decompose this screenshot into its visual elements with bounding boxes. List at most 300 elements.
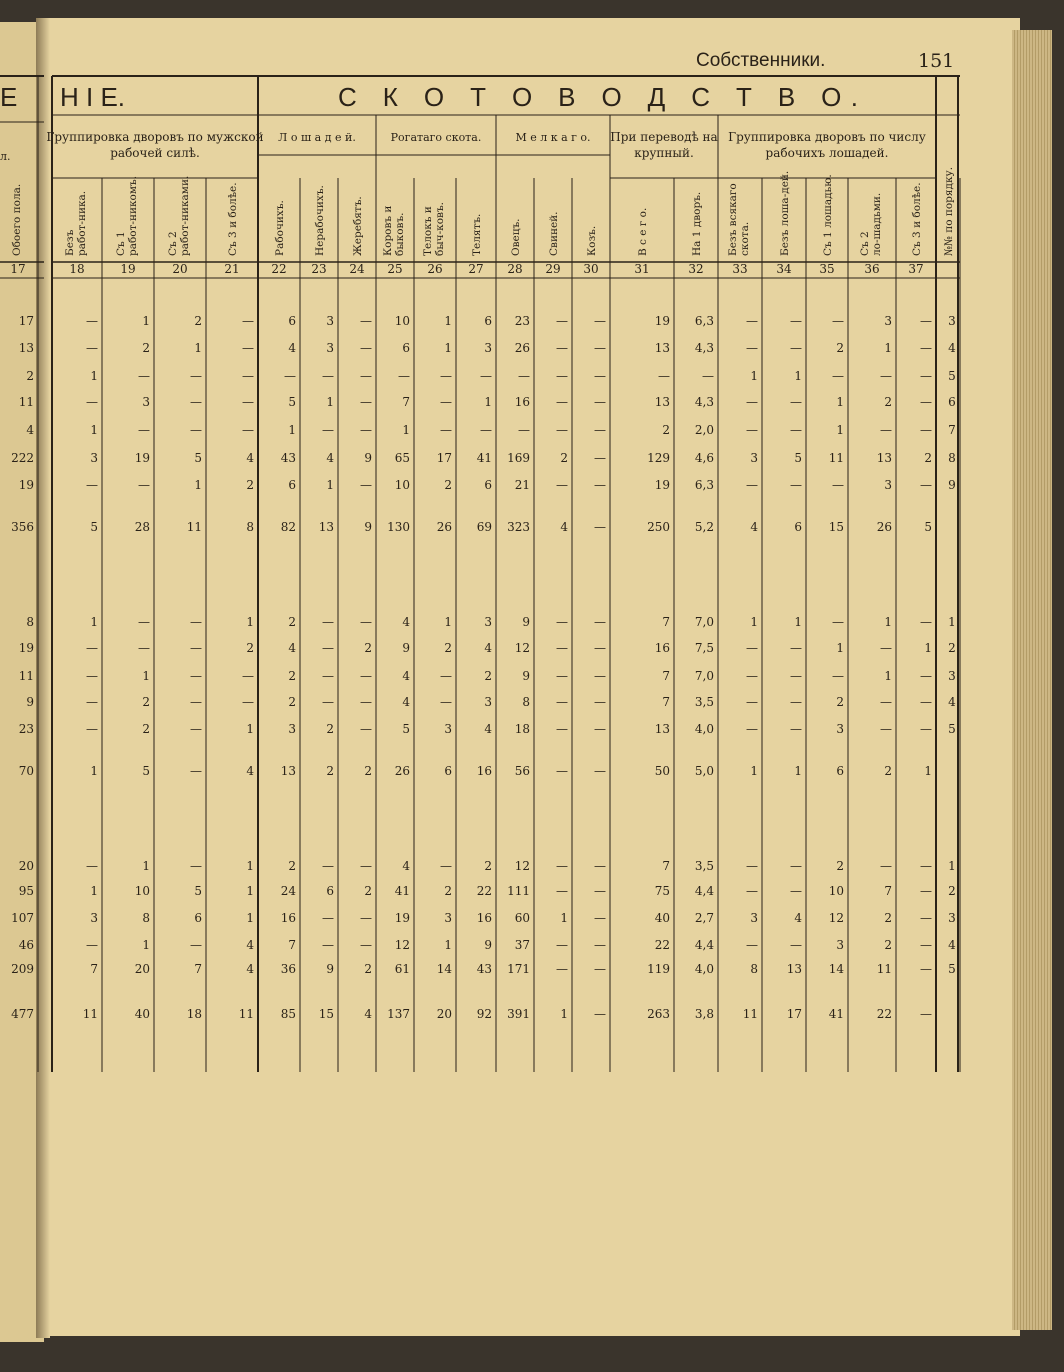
table-cell: —: [790, 695, 802, 709]
table-cell: 263: [647, 1007, 670, 1021]
table-cell: 6: [194, 911, 202, 925]
row-left-value: 356: [11, 520, 34, 534]
table-cell: 18: [514, 722, 530, 736]
table-cell: —: [556, 764, 568, 778]
table-cell: 6: [402, 341, 410, 355]
table-cell: —: [190, 395, 202, 409]
table-cell: 12: [828, 911, 844, 925]
table-cell: —: [594, 884, 606, 898]
table-cell: 60: [514, 911, 530, 925]
table-cell: 6: [444, 764, 452, 778]
table-cell: 3: [444, 722, 452, 736]
table-cell: 4: [948, 695, 956, 709]
table-cell: —: [242, 314, 254, 328]
table-cell: —: [322, 669, 334, 683]
table-cell: —: [880, 722, 892, 736]
column-label: быковъ.: [394, 212, 406, 256]
table-cell: 19: [654, 478, 670, 492]
table-cell: —: [832, 369, 844, 383]
table-cell: —: [86, 859, 98, 873]
table-cell: 7: [90, 962, 98, 976]
table-cell: 5: [924, 520, 932, 534]
table-cell: 9: [522, 669, 530, 683]
table-cell: 1: [90, 423, 98, 437]
table-cell: —: [322, 938, 334, 952]
table-cell: 2: [246, 478, 254, 492]
table-cell: —: [556, 478, 568, 492]
table-cell: 11: [186, 520, 202, 534]
table-cell: 1: [560, 911, 568, 925]
table-cell: 3: [750, 911, 758, 925]
table-cell: —: [360, 423, 372, 437]
group-header-workers: Группировка дворовъ по мужской: [46, 130, 264, 144]
table-cell: —: [360, 369, 372, 383]
table-cell: 391: [507, 1007, 530, 1021]
table-cell: 14: [436, 962, 452, 976]
table-cell: 17: [436, 451, 452, 465]
table-cell: —: [594, 764, 606, 778]
table-cell: 6: [484, 478, 492, 492]
column-number: 32: [688, 262, 704, 276]
table-cell: 6: [836, 764, 844, 778]
column-number: 22: [271, 262, 287, 276]
table-cell: —: [518, 369, 530, 383]
table-cell: 9: [484, 938, 492, 952]
table-cell: —: [594, 478, 606, 492]
table-cell: 13: [876, 451, 892, 465]
table-cell: —: [138, 369, 150, 383]
section-title-main: С К О Т О В О Д С Т В О.: [338, 82, 858, 112]
column-label: Телокъ и: [422, 206, 434, 256]
row-left-value: 19: [18, 641, 34, 655]
table-cell: 1: [484, 395, 492, 409]
table-cell: —: [790, 938, 802, 952]
table-cell: —: [880, 641, 892, 655]
table-cell: 1: [142, 859, 150, 873]
table-cell: 22: [876, 1007, 892, 1021]
column-number: 35: [819, 262, 835, 276]
column-label: ло-шадьми.: [871, 192, 883, 256]
table-cell: —: [920, 669, 932, 683]
table-cell: 2,0: [694, 423, 714, 437]
table-cell: —: [86, 938, 98, 952]
table-cell: 111: [507, 884, 530, 898]
table-cell: —: [360, 395, 372, 409]
table-cell: —: [594, 641, 606, 655]
table-cell: —: [594, 859, 606, 873]
table-cell: —: [398, 369, 410, 383]
table-cell: 20: [436, 1007, 452, 1021]
table-cell: —: [190, 641, 202, 655]
table-cell: —: [880, 859, 892, 873]
table-cell: 2: [142, 722, 150, 736]
row-left-value: 20: [18, 859, 34, 873]
left-column-label: Обоего пола.: [11, 183, 23, 256]
table-cell: 3: [836, 722, 844, 736]
table-cell: —: [790, 669, 802, 683]
table-cell: 12: [514, 641, 530, 655]
table-cell: —: [880, 369, 892, 383]
table-cell: —: [190, 369, 202, 383]
table-cell: 69: [476, 520, 492, 534]
table-cell: —: [790, 641, 802, 655]
table-cell: —: [360, 938, 372, 952]
row-left-value: 19: [18, 478, 34, 492]
table-cell: —: [556, 369, 568, 383]
table-cell: 26: [394, 764, 410, 778]
row-left-value: 222: [11, 451, 34, 465]
table-cell: 2: [288, 669, 296, 683]
left-column-number: 17: [10, 262, 26, 276]
table-cell: 7,5: [694, 641, 714, 655]
table-cell: 1: [142, 314, 150, 328]
table-cell: 22: [654, 938, 670, 952]
table-cell: —: [594, 369, 606, 383]
table-cell: 1: [884, 341, 892, 355]
table-cell: 2: [288, 859, 296, 873]
table-cell: 2: [142, 341, 150, 355]
table-cell: —: [790, 478, 802, 492]
table-cell: 75: [654, 884, 670, 898]
column-label: Съ 2: [167, 231, 179, 256]
table-cell: —: [746, 938, 758, 952]
table-cell: 2: [444, 478, 452, 492]
table-cell: 3: [484, 615, 492, 629]
table-cell: 1: [90, 764, 98, 778]
table-cell: —: [594, 451, 606, 465]
table-cell: 1: [948, 615, 956, 629]
table-cell: —: [920, 314, 932, 328]
table-cell: —: [86, 722, 98, 736]
table-cell: 16: [514, 395, 530, 409]
table-cell: —: [746, 341, 758, 355]
row-left-value: 46: [18, 938, 34, 952]
table-cell: 61: [394, 962, 410, 976]
table-cell: —: [322, 911, 334, 925]
column-label: Телятъ.: [471, 213, 483, 256]
table-cell: 3,5: [694, 695, 714, 709]
table-cell: 6,3: [694, 478, 714, 492]
table-cell: 11: [742, 1007, 758, 1021]
table-cell: —: [790, 395, 802, 409]
table-cell: 3: [444, 911, 452, 925]
table-cell: 3: [948, 669, 956, 683]
column-number: 24: [349, 262, 365, 276]
table-cell: —: [556, 695, 568, 709]
table-cell: 65: [394, 451, 410, 465]
table-cell: 6: [288, 478, 296, 492]
group-header-horses: Л о ш а д е й.: [278, 131, 356, 144]
table-cell: —: [322, 615, 334, 629]
table-cell: 2: [444, 884, 452, 898]
table-cell: —: [920, 369, 932, 383]
table-cell: 82: [280, 520, 296, 534]
table-cell: 11: [876, 962, 892, 976]
table-cell: —: [480, 423, 492, 437]
table-cell: —: [594, 395, 606, 409]
table-cell: —: [322, 423, 334, 437]
table-cell: 2: [884, 911, 892, 925]
group-header-workers: рабочей силѣ.: [110, 146, 200, 160]
table-cell: 5: [948, 962, 956, 976]
table-cell: —: [322, 369, 334, 383]
table-cell: 5: [402, 722, 410, 736]
table-cell: 12: [514, 859, 530, 873]
row-left-value: 107: [11, 911, 34, 925]
table-cell: 3: [90, 911, 98, 925]
column-label: Рабочихъ.: [274, 200, 286, 256]
column-number: 28: [507, 262, 523, 276]
table-cell: 16: [476, 764, 492, 778]
table-cell: 4: [948, 341, 956, 355]
table-cell: —: [480, 369, 492, 383]
table-cell: 3: [750, 451, 758, 465]
table-cell: —: [832, 615, 844, 629]
table-cell: —: [746, 669, 758, 683]
table-cell: —: [790, 341, 802, 355]
table-cell: —: [138, 641, 150, 655]
table-cell: 28: [134, 520, 150, 534]
row-left-value: 70: [18, 764, 34, 778]
row-left-value: 2: [26, 369, 34, 383]
row-left-value: 8: [26, 615, 34, 629]
table-cell: 5: [194, 451, 202, 465]
table-cell: 2: [836, 695, 844, 709]
table-cell: 4,4: [694, 938, 714, 952]
column-label: скота.: [739, 221, 751, 256]
table-cell: 2: [884, 395, 892, 409]
table-cell: 4: [288, 641, 296, 655]
table-cell: 16: [476, 911, 492, 925]
column-number: 26: [427, 262, 443, 276]
column-label: работ-никомъ.: [127, 175, 139, 256]
column-label: Коровъ и: [382, 205, 394, 256]
table-cell: 5: [90, 520, 98, 534]
table-cell: 3: [836, 938, 844, 952]
table-cell: —: [440, 423, 452, 437]
table-cell: 41: [394, 884, 410, 898]
table-cell: —: [658, 369, 670, 383]
table-cell: 1: [142, 669, 150, 683]
table-cell: 2: [288, 615, 296, 629]
table-cell: —: [920, 722, 932, 736]
table-cell: 18: [186, 1007, 202, 1021]
left-subheader-fragment: л.: [0, 150, 11, 163]
column-number: 31: [634, 262, 650, 276]
row-left-value: 11: [18, 669, 34, 683]
table-cell: 1: [794, 764, 802, 778]
column-label: №№ по порядку.: [943, 166, 955, 256]
row-left-value: 477: [11, 1007, 34, 1021]
column-label: Козъ.: [586, 225, 598, 256]
column-number: 34: [776, 262, 792, 276]
table-cell: 6: [948, 395, 956, 409]
table-cell: —: [594, 938, 606, 952]
table-cell: —: [556, 341, 568, 355]
table-cell: —: [594, 314, 606, 328]
table-cell: —: [790, 314, 802, 328]
table-cell: 4: [794, 911, 802, 925]
table-cell: —: [556, 641, 568, 655]
table-cell: 4: [364, 1007, 372, 1021]
group-header-small: М е л к а г о.: [515, 131, 591, 144]
table-cell: 8: [142, 911, 150, 925]
column-label: Безъ: [64, 229, 76, 256]
table-cell: 2: [836, 341, 844, 355]
table-cell: 3: [948, 911, 956, 925]
table-cell: 2: [948, 641, 956, 655]
table-cell: —: [594, 341, 606, 355]
table-cell: —: [360, 695, 372, 709]
table-cell: 119: [647, 962, 670, 976]
column-label: Съ 3 и болѣе.: [227, 182, 239, 256]
table-cell: 4,6: [694, 451, 714, 465]
table-cell: 3: [948, 314, 956, 328]
column-number: 33: [732, 262, 748, 276]
table-cell: 4: [246, 764, 254, 778]
table-cell: —: [790, 884, 802, 898]
column-label: В с е г о.: [637, 207, 649, 256]
table-cell: 2: [484, 859, 492, 873]
group-header-horsegroups: Группировка дворовъ по числу: [728, 130, 926, 144]
table-cell: 13: [654, 395, 670, 409]
table-cell: 7,0: [694, 669, 714, 683]
table-cell: 7,0: [694, 615, 714, 629]
column-label: На 1 дворъ.: [691, 191, 703, 256]
table-cell: 1: [750, 764, 758, 778]
table-cell: —: [746, 884, 758, 898]
table-cell: —: [832, 478, 844, 492]
table-cell: —: [920, 859, 932, 873]
table-cell: —: [322, 859, 334, 873]
table-cell: 2: [836, 859, 844, 873]
table-cell: 5: [288, 395, 296, 409]
table-cell: 8: [948, 451, 956, 465]
table-cell: —: [880, 423, 892, 437]
table-cell: 1: [924, 764, 932, 778]
table-cell: 7: [662, 695, 670, 709]
table-cell: 7: [662, 669, 670, 683]
table-cell: 1: [288, 423, 296, 437]
table-cell: —: [594, 520, 606, 534]
table-cell: —: [920, 884, 932, 898]
table-cell: 2: [288, 695, 296, 709]
table-cell: —: [746, 395, 758, 409]
table-cell: 1: [750, 615, 758, 629]
column-label: Жеребятъ.: [352, 196, 364, 256]
table-cell: 3,5: [694, 859, 714, 873]
table-cell: 15: [318, 1007, 334, 1021]
table-cell: —: [746, 695, 758, 709]
table-cell: —: [518, 423, 530, 437]
table-cell: 10: [828, 884, 844, 898]
table-cell: 43: [280, 451, 296, 465]
table-cell: 7: [662, 859, 670, 873]
table-cell: 9: [522, 615, 530, 629]
table-cell: 1: [326, 478, 334, 492]
table-cell: 1: [402, 423, 410, 437]
table-cell: —: [86, 478, 98, 492]
table-cell: 250: [647, 520, 670, 534]
table-cell: 4,0: [694, 722, 714, 736]
table-cell: —: [920, 962, 932, 976]
table-cell: 4: [288, 341, 296, 355]
table-cell: 9: [402, 641, 410, 655]
table-cell: —: [594, 615, 606, 629]
running-header: Собственники.: [696, 50, 826, 71]
table-cell: 1: [246, 722, 254, 736]
table-cell: —: [440, 859, 452, 873]
table-cell: 1: [794, 615, 802, 629]
table-cell: 3: [326, 314, 334, 328]
table-cell: 2: [326, 722, 334, 736]
table-cell: —: [242, 669, 254, 683]
column-number: 21: [224, 262, 240, 276]
table-cell: 43: [476, 962, 492, 976]
table-cell: —: [594, 695, 606, 709]
column-number: 18: [69, 262, 85, 276]
table-cell: —: [920, 423, 932, 437]
table-cell: 1: [444, 341, 452, 355]
table-cell: 323: [507, 520, 530, 534]
table-cell: —: [242, 423, 254, 437]
column-label: Съ 3 и болѣе.: [911, 182, 923, 256]
table-cell: —: [832, 669, 844, 683]
table-cell: 3: [288, 722, 296, 736]
table-cell: 129: [647, 451, 670, 465]
table-cell: 1: [836, 641, 844, 655]
column-number: 19: [120, 262, 136, 276]
table-cell: 2: [948, 884, 956, 898]
table-cell: 171: [507, 962, 530, 976]
row-left-value: 13: [18, 341, 34, 355]
table-cell: —: [190, 764, 202, 778]
table-cell: 4: [402, 695, 410, 709]
table-cell: 2: [364, 764, 372, 778]
table-cell: 13: [280, 764, 296, 778]
table-cell: —: [594, 669, 606, 683]
table-cell: —: [594, 722, 606, 736]
column-label: Овецъ.: [510, 218, 522, 256]
group-header-convert: крупный.: [634, 146, 694, 160]
table-cell: —: [920, 341, 932, 355]
table-cell: —: [190, 695, 202, 709]
table-cell: 14: [828, 962, 844, 976]
table-cell: 36: [280, 962, 296, 976]
section-title-left: Н І Е.: [60, 82, 126, 112]
table-cell: 19: [134, 451, 150, 465]
table-cell: —: [360, 669, 372, 683]
table-cell: 2: [364, 884, 372, 898]
column-label: Съ 1: [115, 231, 127, 256]
table-cell: 1: [750, 369, 758, 383]
row-left-value: 95: [18, 884, 34, 898]
table-cell: 5: [948, 369, 956, 383]
group-header-convert: При переводѣ на: [610, 130, 718, 144]
table-cell: —: [242, 341, 254, 355]
table-cell: 2: [662, 423, 670, 437]
column-label: Съ 1 лошадью.: [822, 174, 834, 256]
table-cell: 23: [514, 314, 530, 328]
table-cell: 4,4: [694, 884, 714, 898]
table-cell: —: [594, 1007, 606, 1021]
table-cell: 1: [444, 615, 452, 629]
table-cell: 92: [476, 1007, 492, 1021]
table-cell: 12: [394, 938, 410, 952]
table-cell: —: [190, 859, 202, 873]
table-cell: —: [920, 395, 932, 409]
table-cell: 1: [884, 615, 892, 629]
